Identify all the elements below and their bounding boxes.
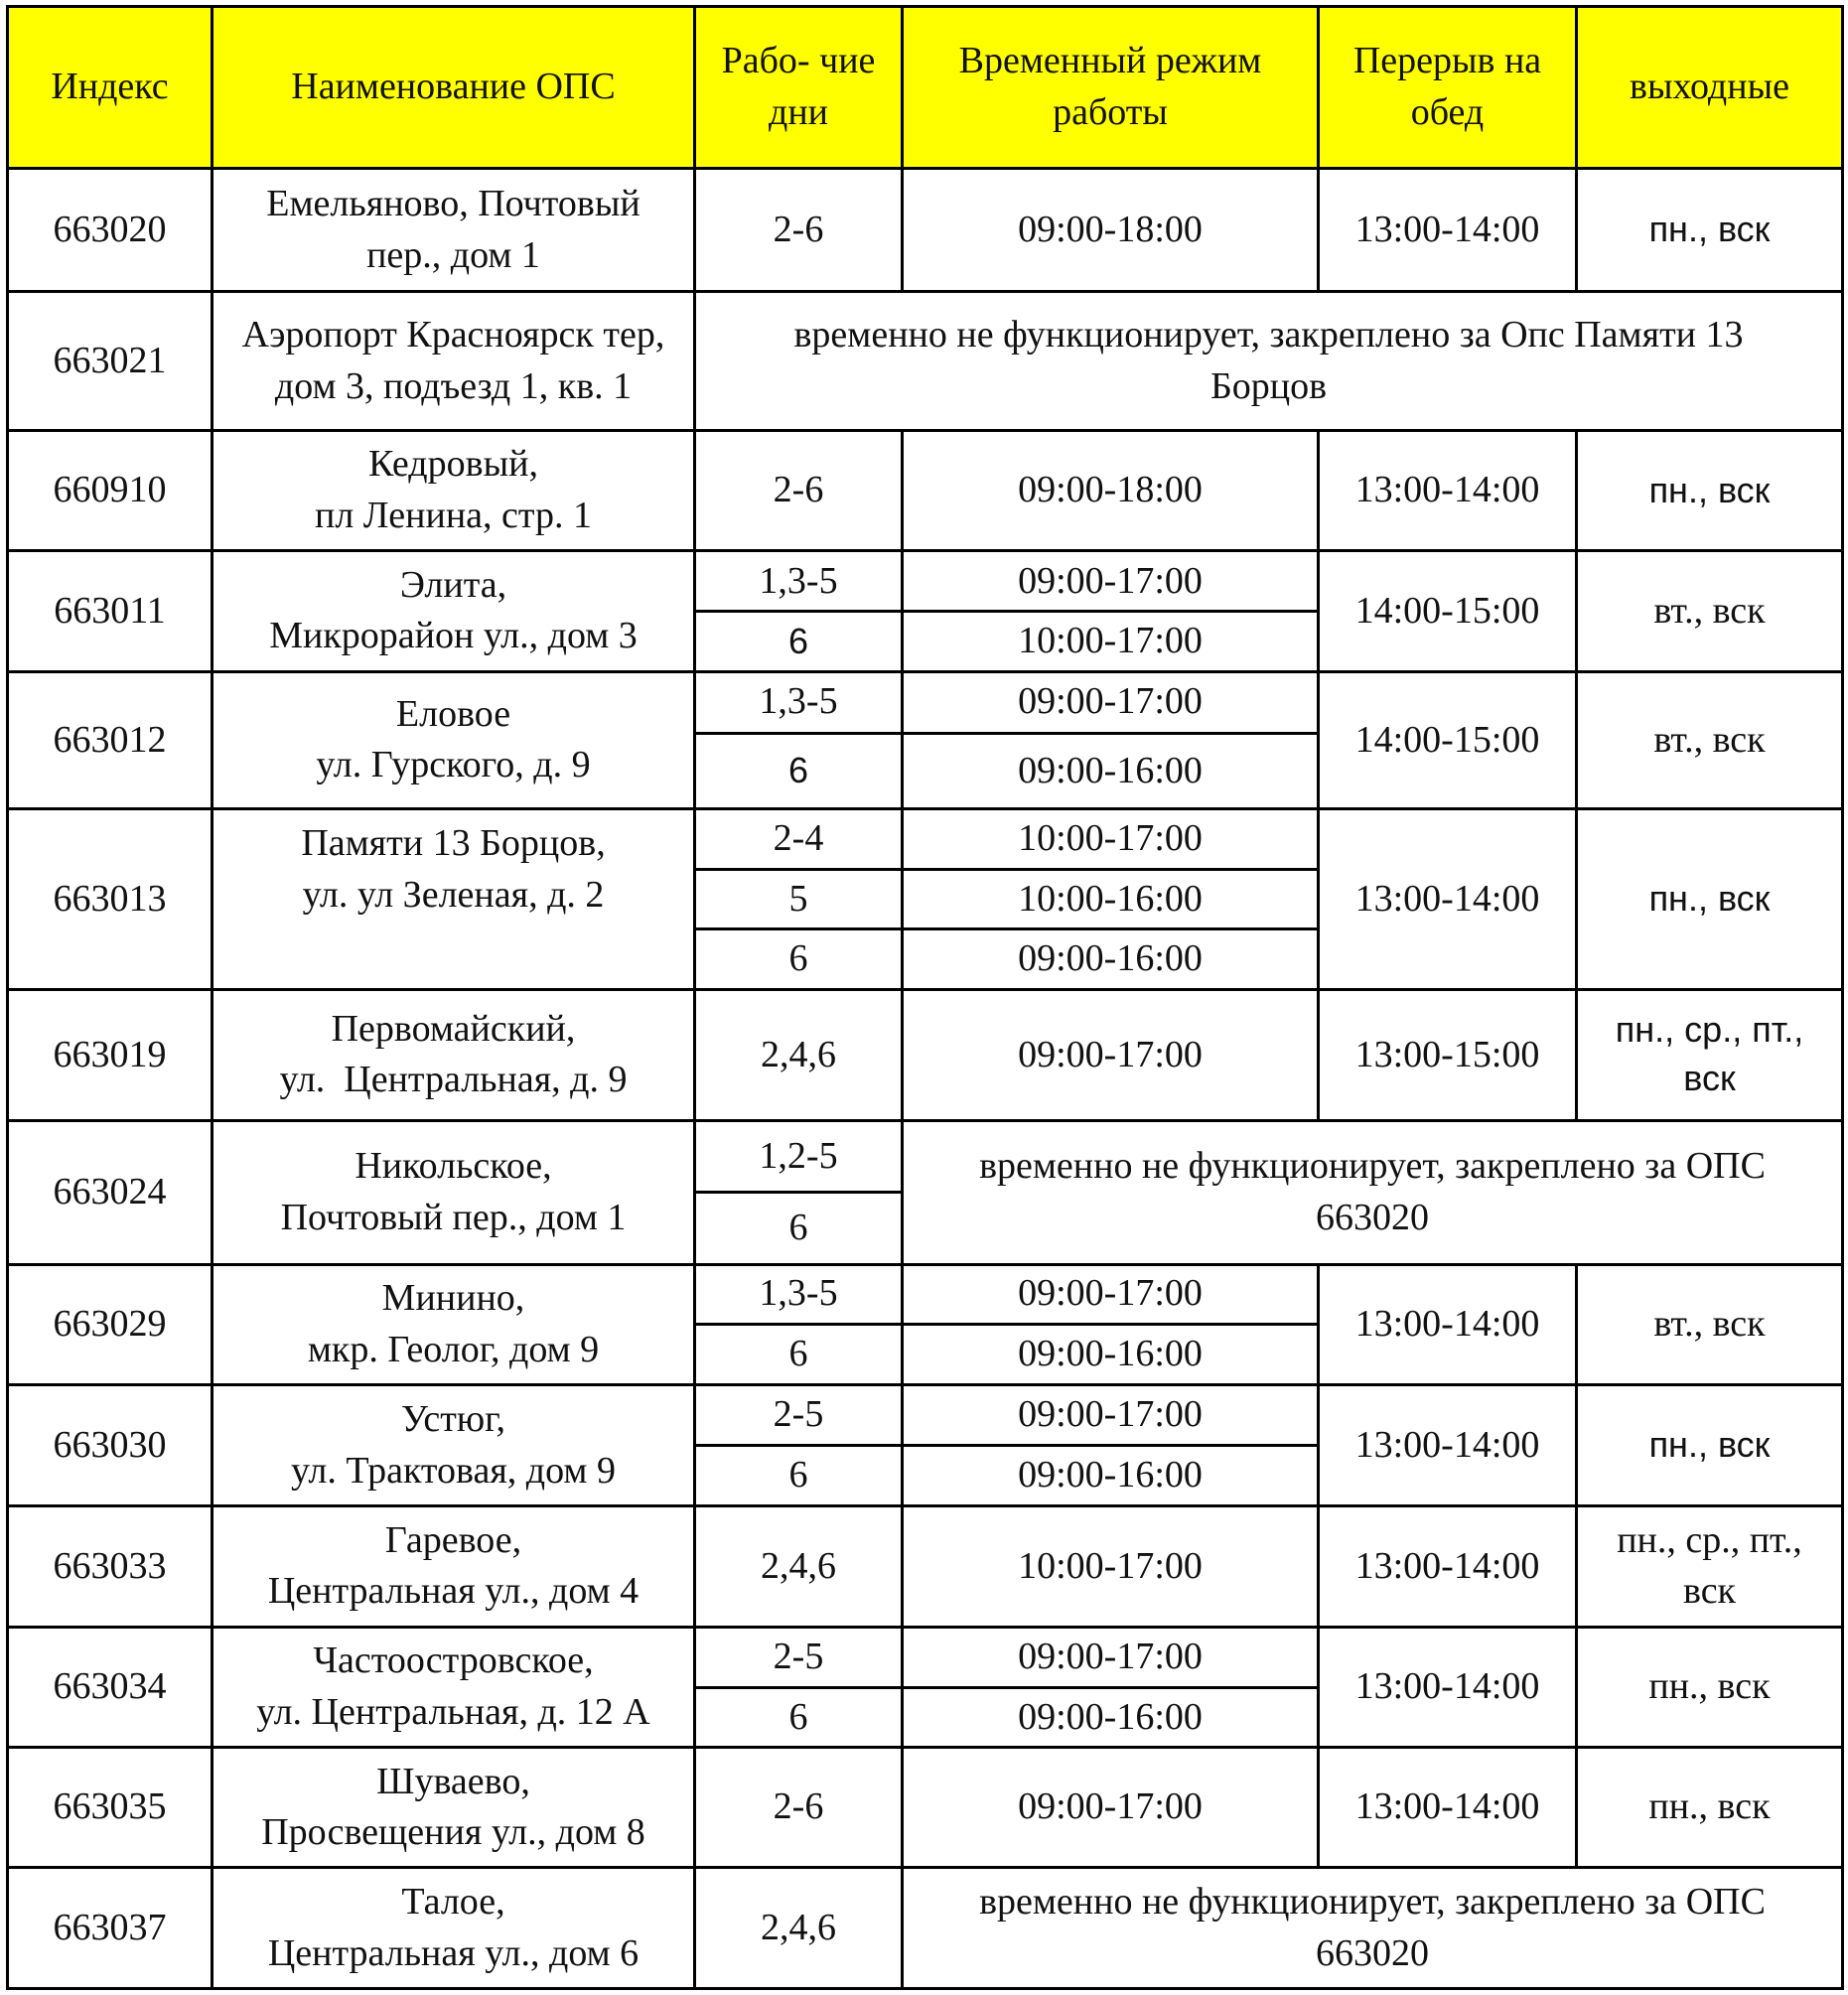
- table-row: [8, 1748, 1843, 1868]
- table-row: [8, 169, 1843, 292]
- index-cell: 660910: [8, 430, 213, 550]
- hours-cell: 09:00-17:00: [903, 671, 1319, 733]
- table-row: [8, 1121, 1843, 1193]
- name-cell: Устюг, ул. Трактовая, дом 9: [213, 1384, 695, 1505]
- days-cell: 6: [695, 733, 903, 808]
- name-cell: Кедровый, пл Ленина, стр. 1: [213, 430, 695, 550]
- name-cell: Минино, мкр. Геолог, дом 9: [213, 1264, 695, 1384]
- hours-cell: 09:00-17:00: [903, 551, 1319, 612]
- lunch-cell: 13:00-14:00: [1319, 1627, 1577, 1747]
- lunch-cell: 14:00-15:00: [1319, 551, 1577, 671]
- header-row: [8, 7, 1843, 169]
- lunch-cell: 13:00-15:00: [1319, 989, 1577, 1120]
- table-row: [8, 1384, 1843, 1445]
- name-cell: Емельяново, Почтовый пер., дом 1: [213, 169, 695, 292]
- days-cell: 1,3-5: [695, 1264, 903, 1324]
- days-cell: 2,4,6: [695, 1868, 903, 1989]
- hours-cell: 09:00-18:00: [903, 430, 1319, 550]
- lunch-cell: 14:00-15:00: [1319, 671, 1577, 808]
- days-off-cell: пн., вск: [1577, 1748, 1843, 1868]
- table-row: [8, 430, 1843, 550]
- days-cell: 6: [695, 929, 903, 989]
- name-cell: Талое, Центральная ул., дом 6: [213, 1868, 695, 1989]
- header-days-off: выходные: [1577, 7, 1843, 169]
- name-cell: Гаревое, Центральная ул., дом 4: [213, 1506, 695, 1627]
- hours-cell: 09:00-16:00: [903, 1687, 1319, 1747]
- days-off-cell: пн., вск: [1577, 169, 1843, 292]
- days-off-cell: вт., вск: [1577, 1264, 1843, 1384]
- table-row: [8, 671, 1843, 733]
- name-cell: Элита, Микрорайон ул., дом 3: [213, 551, 695, 671]
- status-note-cell: временно не функционирует, закреплено за Опс Памяти 13 Борцов: [695, 292, 1843, 430]
- table-row: [8, 809, 1843, 870]
- table-row: [8, 551, 1843, 612]
- days-cell: 5: [695, 870, 903, 929]
- table-row: [8, 1627, 1843, 1687]
- days-cell: 2-6: [695, 169, 903, 292]
- days-off-cell: пн., вск: [1577, 1384, 1843, 1505]
- index-cell: 663012: [8, 671, 213, 808]
- hours-cell: 09:00-17:00: [903, 1627, 1319, 1687]
- hours-cell: 09:00-16:00: [903, 1446, 1319, 1506]
- name-cell: Частоостровское, ул. Центральная, д. 12 А: [213, 1627, 695, 1747]
- days-cell: 6: [695, 612, 903, 671]
- index-cell: 663020: [8, 169, 213, 292]
- header-index: Индекс: [8, 7, 213, 169]
- days-cell: 2-6: [695, 1748, 903, 1868]
- days-cell: 2,4,6: [695, 989, 903, 1120]
- hours-cell: 10:00-17:00: [903, 612, 1319, 671]
- lunch-cell: 13:00-14:00: [1319, 169, 1577, 292]
- table-row: [8, 1506, 1843, 1627]
- index-cell: 663037: [8, 1868, 213, 1989]
- index-cell: 663035: [8, 1748, 213, 1868]
- index-cell: 663021: [8, 292, 213, 430]
- days-cell: 6: [695, 1324, 903, 1384]
- name-cell: Шуваево, Просвещения ул., дом 8: [213, 1748, 695, 1868]
- header-lunch: Перерыв на обед: [1319, 7, 1577, 169]
- days-cell: 1,3-5: [695, 671, 903, 733]
- header-name: Наименование ОПС: [213, 7, 695, 169]
- days-cell: 2-4: [695, 809, 903, 870]
- days-off-cell: вт., вск: [1577, 551, 1843, 671]
- index-cell: 663030: [8, 1384, 213, 1505]
- days-cell: 1,3-5: [695, 551, 903, 612]
- name-cell: Первомайский, ул. Центральная, д. 9: [213, 989, 695, 1120]
- hours-cell: 09:00-17:00: [903, 989, 1319, 1120]
- index-cell: 663029: [8, 1264, 213, 1384]
- lunch-cell: 13:00-14:00: [1319, 1264, 1577, 1384]
- name-cell: Никольское, Почтовый пер., дом 1: [213, 1121, 695, 1264]
- days-cell: 2-5: [695, 1384, 903, 1445]
- index-cell: 663019: [8, 989, 213, 1120]
- lunch-cell: 13:00-14:00: [1319, 1506, 1577, 1627]
- hours-cell: 10:00-17:00: [903, 809, 1319, 870]
- days-cell: 6: [695, 1193, 903, 1264]
- lunch-cell: 13:00-14:00: [1319, 1384, 1577, 1505]
- days-off-cell: вт., вск: [1577, 671, 1843, 808]
- post-office-schedule-table: [6, 5, 1844, 1990]
- days-off-cell: пн., вск: [1577, 809, 1843, 990]
- days-off-cell: пн., вск: [1577, 430, 1843, 550]
- hours-cell: 10:00-17:00: [903, 1506, 1319, 1627]
- table-row: [8, 1264, 1843, 1324]
- days-off-cell: пн., ср., пт., вск: [1577, 1506, 1843, 1627]
- name-cell: Памяти 13 Борцов, ул. ул Зеленая, д. 2: [213, 809, 695, 990]
- days-cell: 2-6: [695, 430, 903, 550]
- name-cell: Еловое ул. Гурского, д. 9: [213, 671, 695, 808]
- lunch-cell: 13:00-14:00: [1319, 430, 1577, 550]
- hours-cell: 10:00-16:00: [903, 870, 1319, 929]
- index-cell: 663011: [8, 551, 213, 671]
- days-cell: 1,2-5: [695, 1121, 903, 1193]
- hours-cell: 09:00-18:00: [903, 169, 1319, 292]
- name-cell: Аэропорт Красноярск тер, дом 3, подъезд 1, кв. 1: [213, 292, 695, 430]
- hours-cell: 09:00-16:00: [903, 1324, 1319, 1384]
- days-cell: 2,4,6: [695, 1506, 903, 1627]
- header-days: Рабо- чие дни: [695, 7, 903, 169]
- lunch-cell: 13:00-14:00: [1319, 809, 1577, 990]
- index-cell: 663024: [8, 1121, 213, 1264]
- hours-cell: 09:00-17:00: [903, 1384, 1319, 1445]
- index-cell: 663033: [8, 1506, 213, 1627]
- table-row: [8, 292, 1843, 430]
- status-note-cell: временно не функционирует, закреплено за ОПС 663020: [903, 1868, 1843, 1989]
- table-row: [8, 1868, 1843, 1989]
- index-cell: 663013: [8, 809, 213, 990]
- hours-cell: 09:00-17:00: [903, 1748, 1319, 1868]
- days-off-cell: пн., ср., пт., вск: [1577, 989, 1843, 1120]
- index-cell: 663034: [8, 1627, 213, 1747]
- hours-cell: 09:00-16:00: [903, 733, 1319, 808]
- days-cell: 2-5: [695, 1627, 903, 1687]
- days-cell: 6: [695, 1687, 903, 1747]
- lunch-cell: 13:00-14:00: [1319, 1748, 1577, 1868]
- hours-cell: 09:00-17:00: [903, 1264, 1319, 1324]
- header-hours: Временный режим работы: [903, 7, 1319, 169]
- hours-cell: 09:00-16:00: [903, 929, 1319, 989]
- days-cell: 6: [695, 1446, 903, 1506]
- table-row: [8, 989, 1843, 1120]
- status-note-cell: временно не функционирует, закреплено за ОПС 663020: [903, 1121, 1843, 1264]
- days-off-cell: пн., вск: [1577, 1627, 1843, 1747]
